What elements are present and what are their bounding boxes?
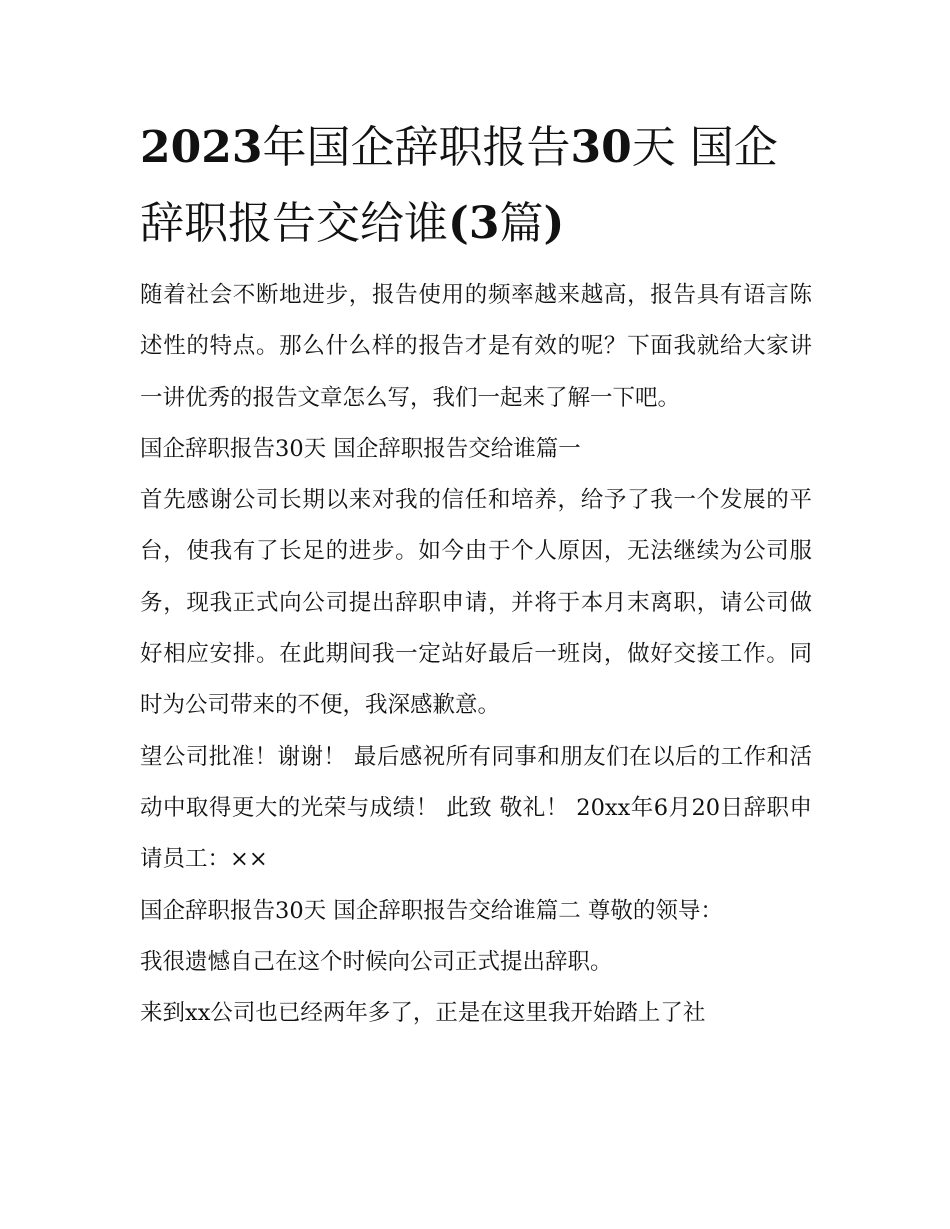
title-count-close: ) [543, 198, 565, 249]
title-text-1: 年国企辞职报告 [262, 122, 571, 173]
section-heading-2: 国企辞职报告30天 国企辞职报告交给谁篇二 尊敬的领导： [140, 897, 723, 924]
title-count-open: (3 [448, 198, 500, 249]
body-paragraph-2: 望公司批准！谢谢！ 最后感祝所有同事和朋友们在以后的工作和活动中取得更大的光荣与成绩！ 此致 敬礼！ 20xx年6月20日辞职申请员工：×× [140, 743, 812, 873]
title-year: 2023 [140, 122, 263, 173]
document-title [140, 110, 812, 262]
section-heading-1: 国企辞职报告30天 国企辞职报告交给谁篇一 [140, 435, 581, 462]
body-paragraph-1: 首先感谢公司长期以来对我的信任和培养，给予了我一个发展的平台，使我有了长足的进步。如今由于个人原因，无法继续为公司服务，现我正式向公司提出辞职申请，并将于本月末离职，请公司做好相应安排。在此期间我一定站好最后一班岗，做好交接工作。同时为公司带来的不便，我深感歉意。 [140, 487, 812, 719]
title-count-unit: 篇 [499, 198, 544, 249]
title-days: 30 [570, 122, 632, 173]
intro-paragraph: 随着社会不断地进步，报告使用的频率越来越高，报告具有语言陈述性的特点。那么什么样的报告才是有效的呢？下面我就给大家讲一讲优秀的报告文章怎么写，我们一起来了解一下吧。 [140, 282, 812, 411]
body-paragraph-3: 我很遗憾自己在这个时候向公司正式提出辞职。 [140, 948, 613, 975]
body-paragraph-4: 来到xx公司也已经两年多了，正是在这里我开始踏上了社 [140, 1000, 706, 1027]
document-body [140, 110, 812, 1039]
title-text-2: 天 国企辞职报告交给谁 [140, 122, 778, 249]
